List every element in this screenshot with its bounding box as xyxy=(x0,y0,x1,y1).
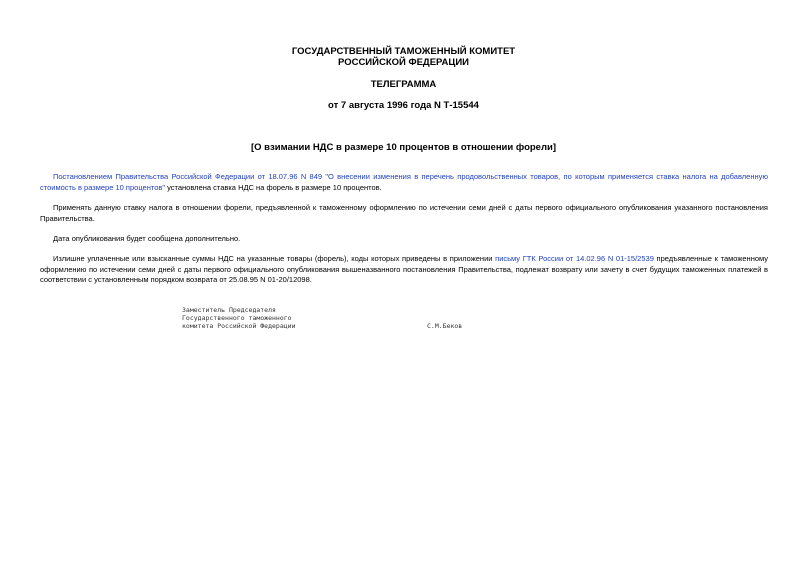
decree-link[interactable]: Постановлением Правительства Российской Федерации от 18.07.96 N 849 "О внесении изменения в перечень продовольственных товаров, по которым применяется ставка налога на добавленную стоимость в размере 10 процентов" xyxy=(40,172,768,192)
letter-link[interactable]: письму ГТК России от 14.02.96 N 01-15/2539 xyxy=(495,254,654,263)
signature-position-line1: Заместитель Председателя xyxy=(182,306,276,314)
paragraph-4-text-end: предъявленные к таможенному оформлению по истечении семи дней с даты первого официального опубликования вышеназванного постановления Правительства, подлежат возврату или зачету в счет будущих таможенных платежей в соответствии с установленным порядком возврата от 25.08.95 N 01-20/12098. xyxy=(40,254,769,284)
org-name-line1: ГОСУДАРСТВЕННЫЙ ТАМОЖЕННЫЙ КОМИТЕТ xyxy=(291,46,516,57)
paragraph-2: Применять данную ставку налога в отношении форели, предъявленной к таможенному оформлению по истечении семи дней с даты первого официального опубликования указанного постановления Правительства. xyxy=(40,203,768,223)
org-name-line2: РОССИЙСКОЙ ФЕДЕРАЦИИ xyxy=(337,57,469,68)
paragraph-4 xyxy=(40,254,768,286)
paragraph-4-text-start: Излишне уплаченные или взысканные суммы НДС на указанные товары (форель), коды которых приведены в приложении xyxy=(53,254,496,263)
signatory-name: С.М.Беков xyxy=(427,322,463,330)
paragraph-1 xyxy=(40,172,768,193)
doc-type: ТЕЛЕГРАММА xyxy=(370,79,437,90)
signature-position-line2: Государственного таможенного xyxy=(182,314,292,322)
paragraph-1-text: установлена ставка НДС на форель в размере 10 процентов. xyxy=(165,182,382,192)
doc-date: от 7 августа 1996 года N Т-15544 xyxy=(328,100,479,111)
doc-title: [О взимании НДС в размере 10 процентов в отношении форели] xyxy=(250,142,556,153)
paragraph-3: Дата опубликования будет сообщена дополнительно. xyxy=(53,234,241,243)
signature-position-line3: комитета Российской Федерации xyxy=(182,322,296,330)
